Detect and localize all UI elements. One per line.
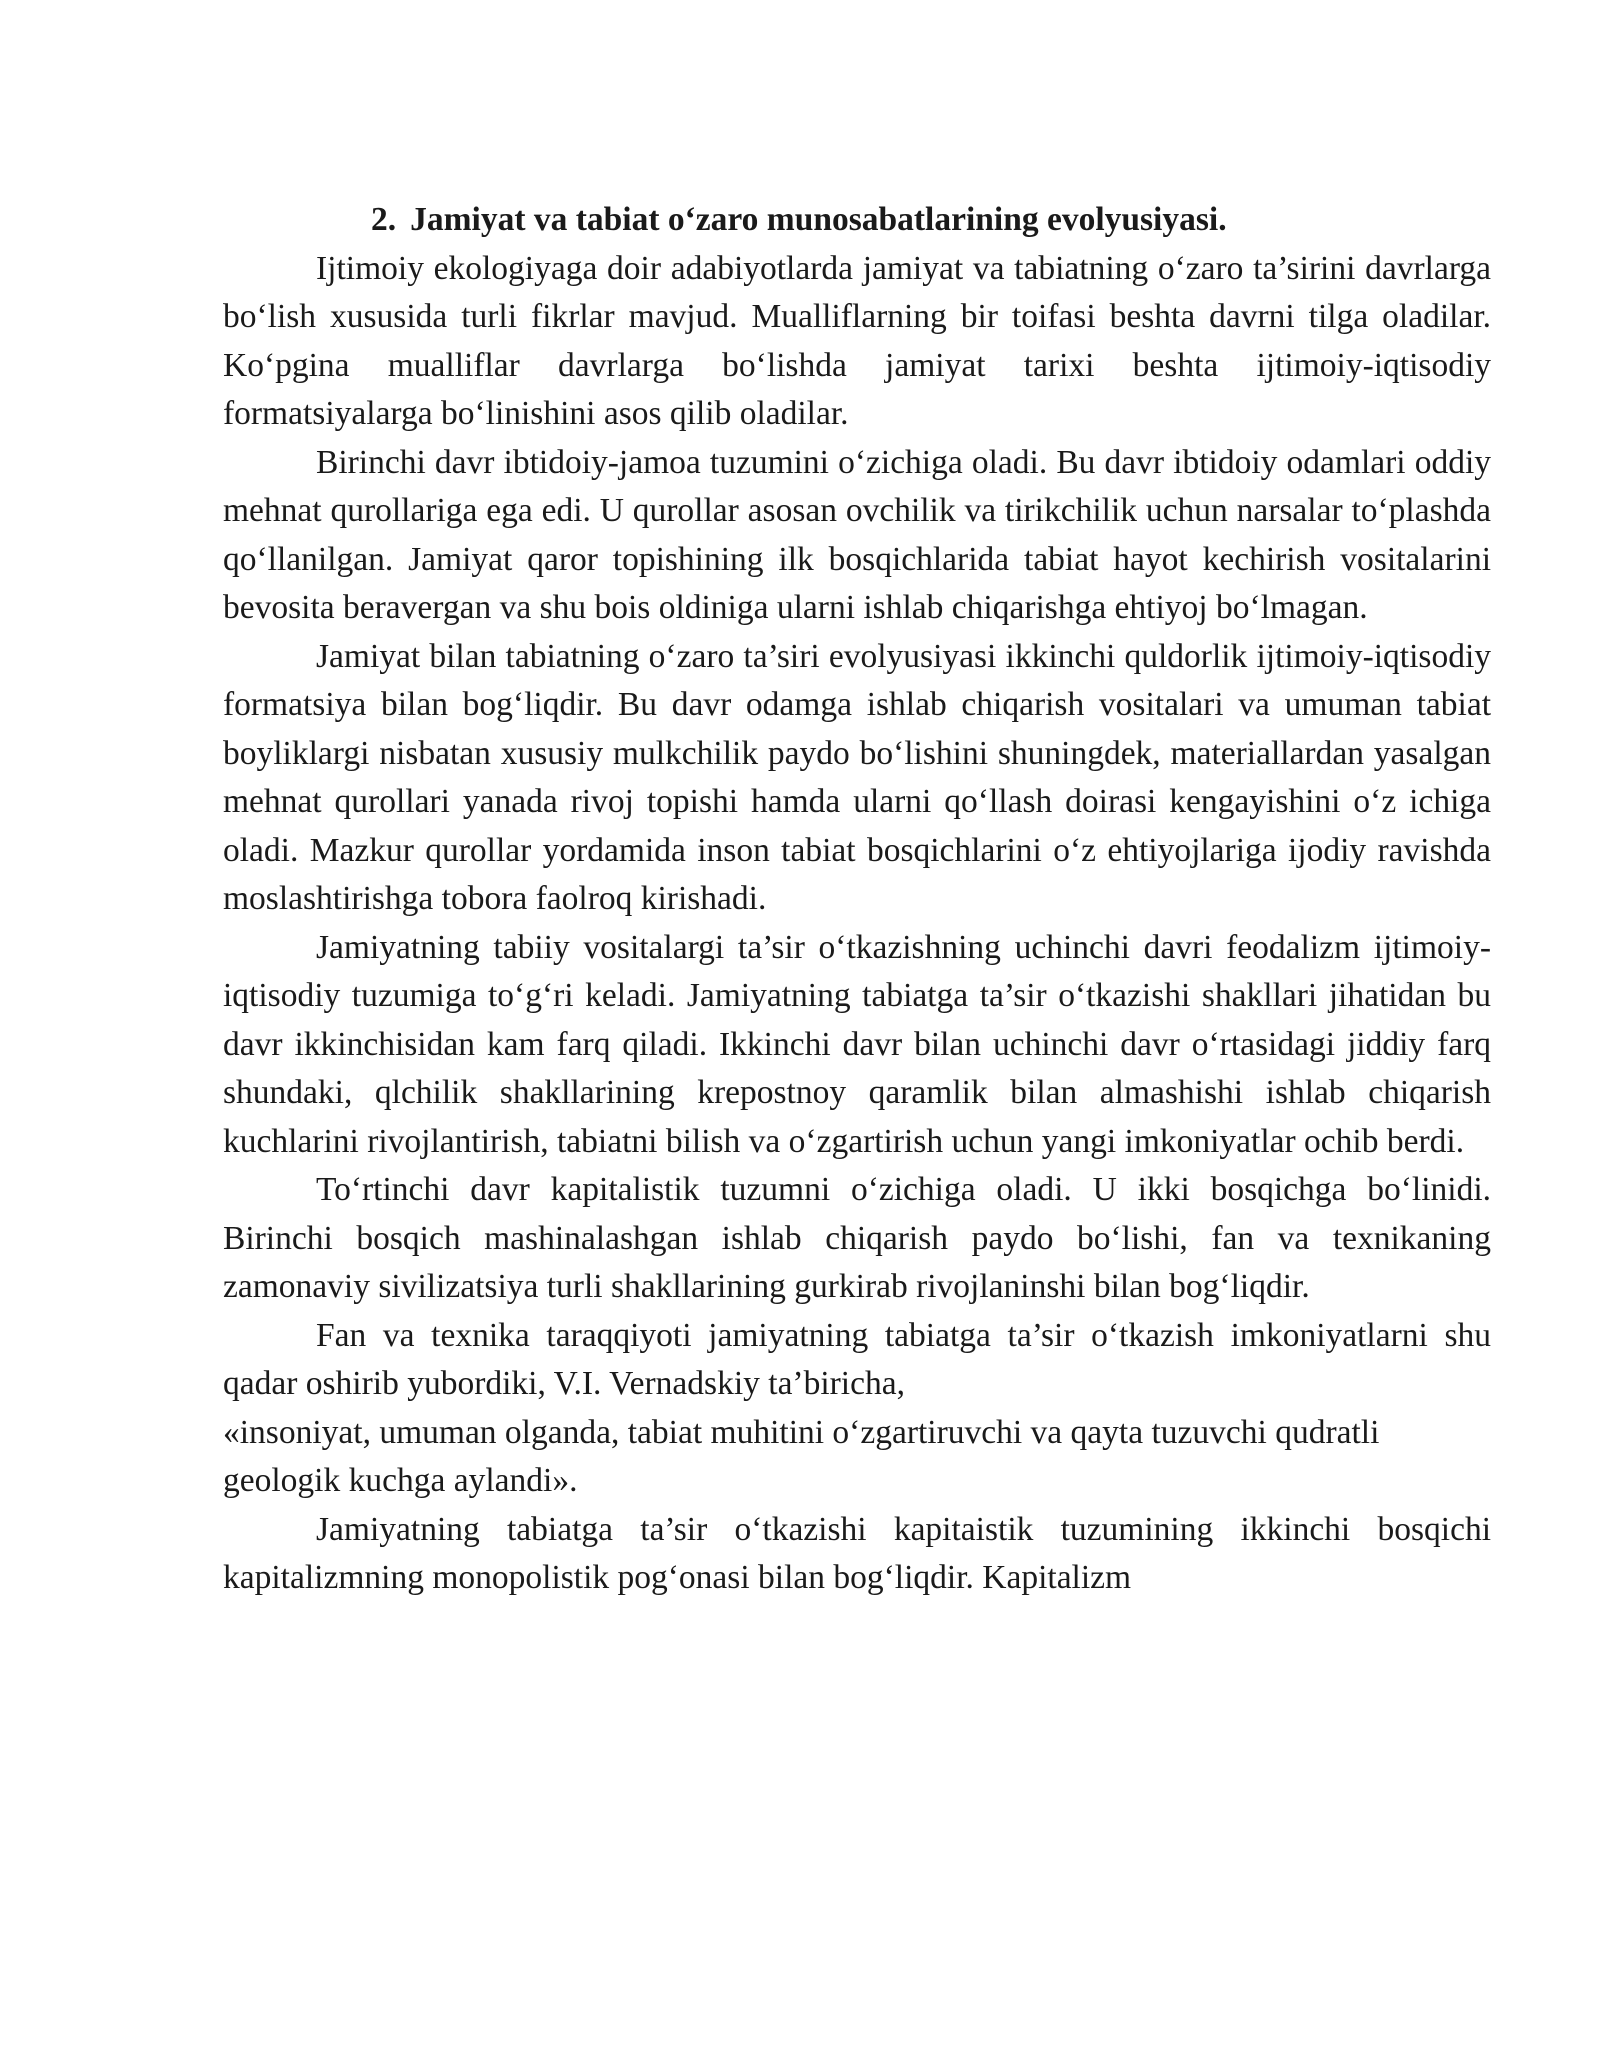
section-number: 2.	[371, 201, 397, 238]
paragraph-3: Jamiyat bilan tabiatning o‘zaro ta’siri evolyusiyasi ikkinchi quldorlik ijtimoiy-iqtisodiy formatsiya bilan bog‘liqdir. Bu davr odamga ishlab chiqarish vositalari va umuman tabiat boyliklargi nisbatan xususiy mulkchilik paydo bo‘lishini shuningdek, materiallardan yasalgan mehnat qurollari yanada rivoj topishi hamda ularni qo‘llash doirasi kengayishini o‘z ichiga oladi. Mazkur qurollar yordamida inson tabiat bosqichlarini o‘z ehtiyojlariga ijodiy ravishda moslashtirishga tobora faolroq kirishadi.	[223, 637, 1491, 917]
paragraph-7: Jamiyatning tabiatga ta’sir o‘tkazishi kapitaistik tuzumining ikkinchi bosqichi kapitalizmning monopolistik pog‘onasi bilan bog‘liqdir. Kapitalizm	[223, 1510, 1491, 1596]
paragraph-5: To‘rtinchi davr kapitalistik tuzumni o‘zichiga oladi. U ikki bosqichga bo‘linidi. Birinchi bosqich mashinalashgan ishlab chiqarish paydo bo‘lishi, fan va texnikaning zamonaviy sivilizatsiya turli shakllarining gurkirab rivojlaninshi bilan bog‘liqdir.	[223, 1171, 1491, 1305]
paragraph-1: Ijtimoiy ekologiyaga doir adabiyotlarda jamiyat va tabiatning o‘zaro ta’sirini davrlarga bo‘lish xususida turli fikrlar mavjud. Mualliflarning bir toifasi beshta davrni tilga oladilar. Ko‘pgina mualliflar davrlarga bo‘lishda jamiyat tarixi beshta ijtimoiy-iqtisodiy formatsiyalarga bo‘linishini asos qilib oladilar.	[223, 249, 1491, 432]
document-body	[223, 196, 1491, 1603]
paragraph-4: Jamiyatning tabiiy vositalargi ta’sir o‘tkazishning uchinchi davri feodalizm ijtimoiy-iqtisodiy tuzumiga to‘g‘ri keladi. Jamiyatning tabiatga ta’sir o‘tkazishi shakllari jihatidan bu davr ikkinchisidan kam farq qiladi. Ikkinchi davr bilan uchinchi davr o‘rtasidagi jiddiy farq shundaki, qlchilik shakllarining krepostnoy qaramlik bilan almashishi ishlab chiqarish kuchlarini rivojlantirish, tabiatni bilish va o‘zgartirish uchun yangi imkoniyatlar ochib berdi.	[223, 928, 1491, 1160]
paragraph-2: Birinchi davr ibtidoiy-jamoa tuzumini o‘zichiga oladi. Bu davr ibtidoiy odamlari oddiy mehnat qurollariga ega edi. U qurollar asosan ovchilik va tirikchilik uchun narsalar to‘plashda qo‘llanilgan. Jamiyat qaror topishining ilk bosqichlarida tabiat hayot kechirish vositalarini bevosita beravergan va shu bois oldiniga ularni ishlab chiqarishga ehtiyoj bo‘lmagan.	[223, 443, 1491, 626]
paragraph-6: Fan va texnika taraqqiyoti jamiyatning tabiatga ta’sir o‘tkazish imkoniyatlarni shu qadar oshirib yubordiki, V.I. Vernadskiy ta’biricha,	[223, 1316, 1491, 1402]
section-title: Jamiyat va tabiat o‘zaro munosabatlarining evolyusiyasi.	[410, 201, 1227, 238]
quote-paragraph: «insoniyat, umuman olganda, tabiat muhitini o‘zgartiruvchi va qayta tuzuvchi qudratli geologik kuchga aylandi».	[223, 1413, 1380, 1499]
section-heading	[223, 196, 1491, 245]
